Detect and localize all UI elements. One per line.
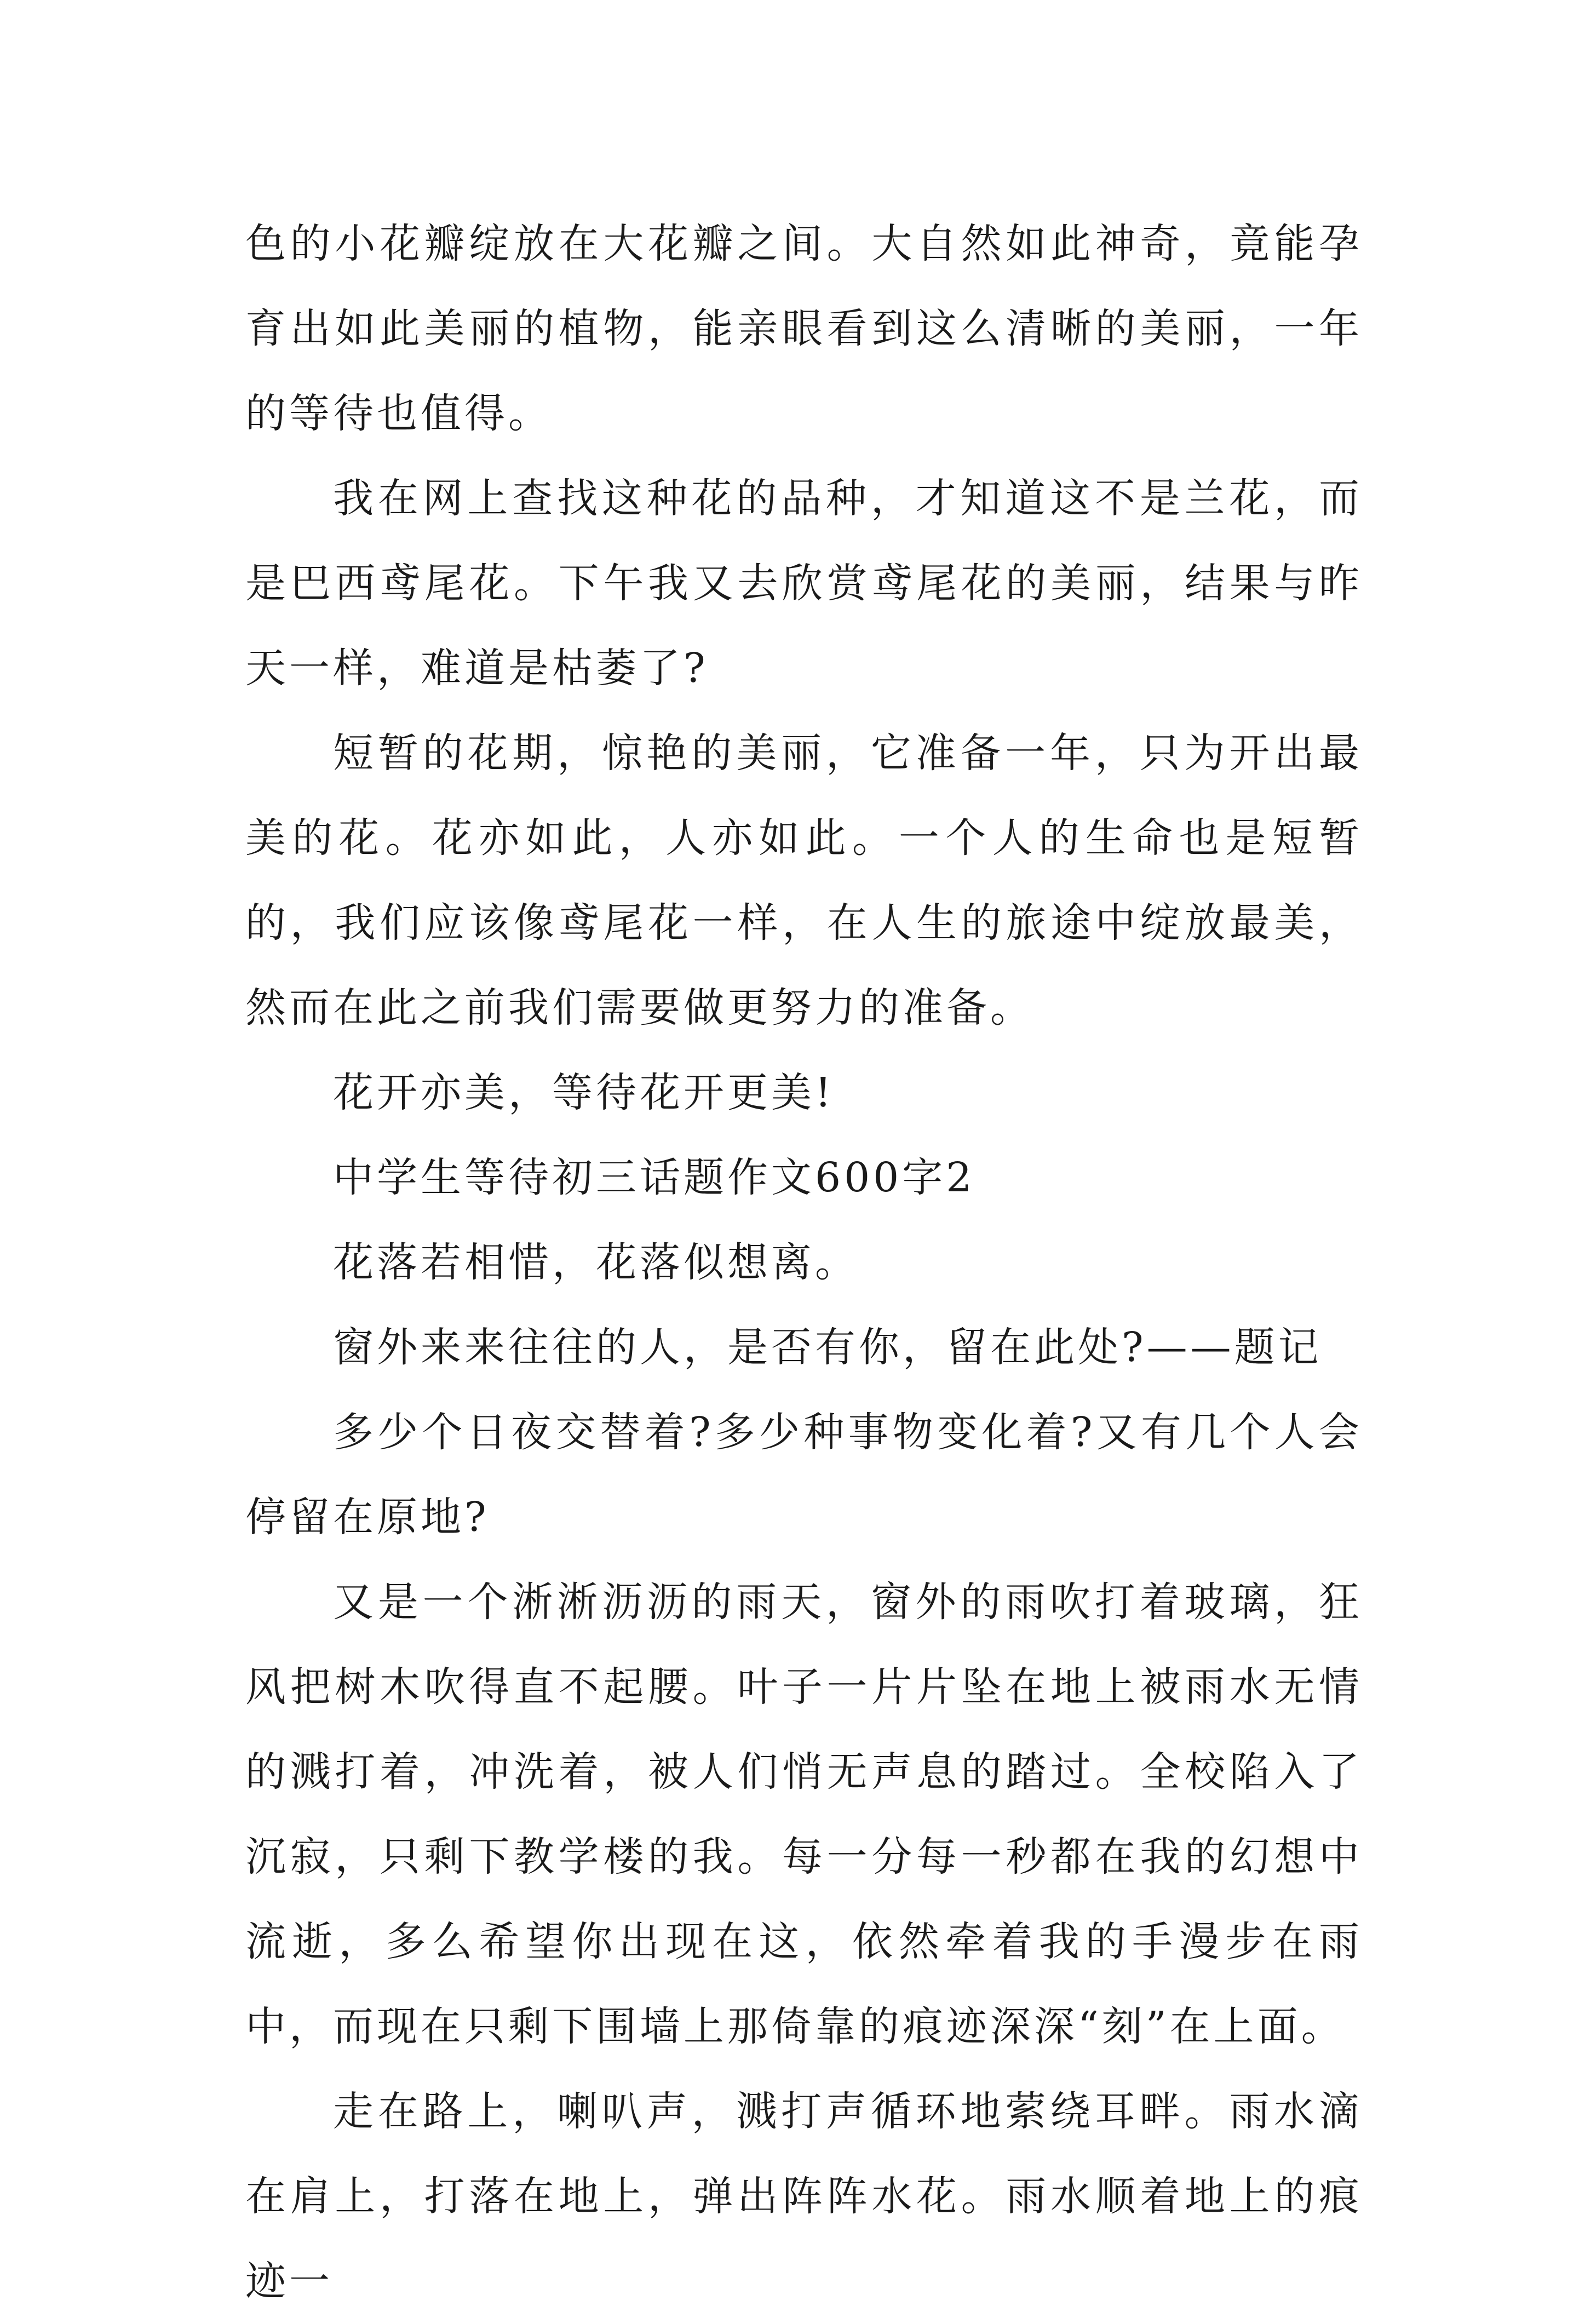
section-heading: 中学生等待初三话题作文600字2: [333, 1154, 975, 1201]
paragraph-3: 短暂的花期，惊艳的美丽，它准备一年，只为开出最美的花。花亦如此，人亦如此。一个人的生命也是短暂的，我们应该像鸢尾花一样，在人生的旅途中绽放最美，然而在此之前我们需要做更努力的准备。: [245, 730, 1363, 1031]
paragraph-9: 又是一个淅淅沥沥的雨天，窗外的雨吹打着玻璃，狂风把树木吹得直不起腰。叶子一片片坠在地上被雨水无情的溅打着，冲洗着，被人们悄无声息的踏过。全校陷入了沉寂，只剩下教学楼的我。每一分每一秒都在我的幻想中流逝，多么希望你出现在这，依然牵着我的手漫步在雨中，而现在只剩下围墙上那倚靠的痕迹深深“刻”在上面。: [245, 1579, 1363, 2050]
article-body: [245, 202, 1363, 2324]
epigraph: 窗外来来往往的人，是否有你，留在此处?——题记: [333, 1324, 1322, 1371]
paragraph-1: 色的小花瓣绽放在大花瓣之间。大自然如此神奇，竟能孕育出如此美丽的植物，能亲眼看到这么清晰的美丽，一年的等待也值得。: [245, 220, 1363, 437]
paragraph-2: 我在网上查找这种花的品种，才知道这不是兰花，而是巴西鸢尾花。下午我又去欣赏鸢尾花的美丽，结果与昨天一样，难道是枯萎了?: [245, 475, 1363, 692]
paragraph-4: 花开亦美，等待花开更美!: [333, 1069, 835, 1116]
paragraph-8: 多少个日夜交替着?多少种事物变化着?又有几个人会停留在原地?: [245, 1409, 1363, 1541]
paragraph-10: 走在路上，喇叭声，溅打声循环地萦绕耳畔。雨水滴在肩上，打落在地上，弹出阵阵水花。雨水顺着地上的痕迹一: [245, 2088, 1363, 2305]
paragraph-6: 花落若相惜，花落似想离。: [333, 1239, 859, 1286]
